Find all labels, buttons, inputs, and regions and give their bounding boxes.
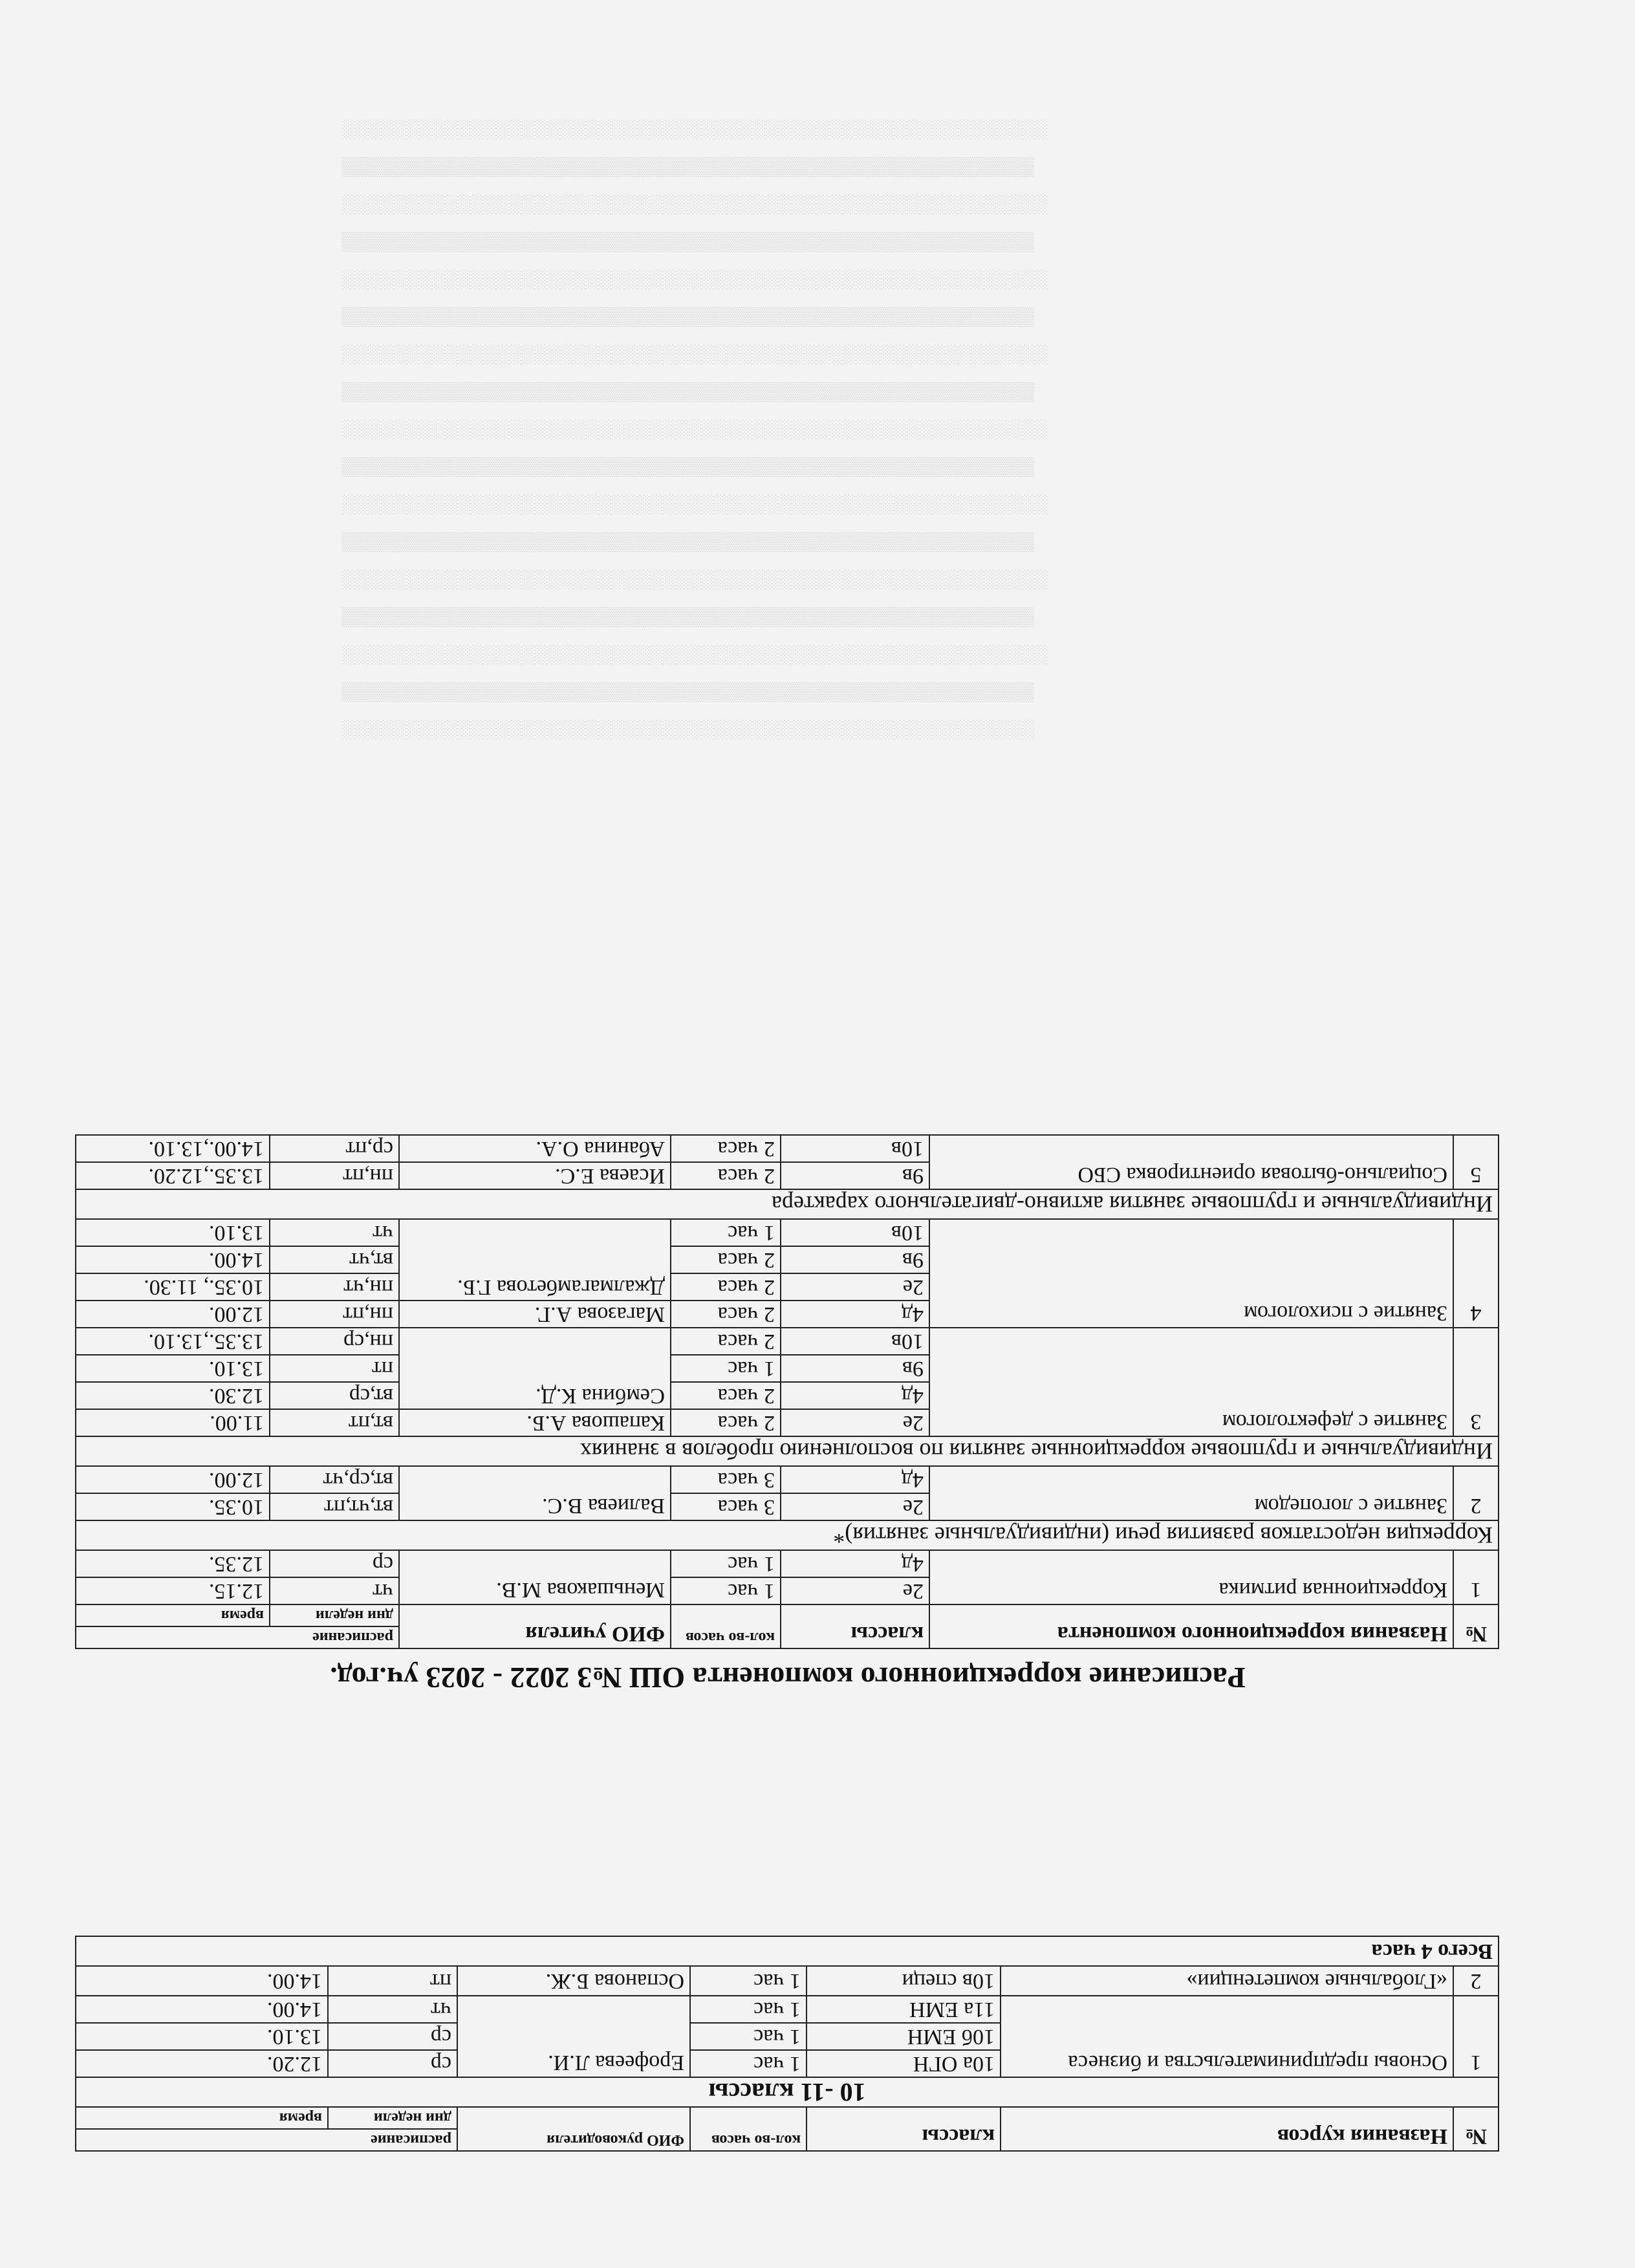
teacher-name: Исаева Е.С. [399, 1162, 671, 1189]
row-number: 2 [1453, 1966, 1499, 1996]
days-cell: вт,чт [270, 1246, 399, 1273]
class-cell: 10в [781, 1135, 929, 1162]
header-fio: ФИО учителя [399, 1604, 671, 1648]
header-course: Названия курсов [1001, 2107, 1453, 2151]
days-cell: пн,пт [270, 1162, 399, 1189]
hours-cell: 2 часа [671, 1246, 781, 1273]
teacher-name: Ерофеева Л.И. [457, 1996, 690, 2077]
courses-header-row [76, 2129, 1499, 2151]
row-number: 3 [1453, 1328, 1499, 1436]
days-cell: пт [328, 1966, 457, 1996]
time-cell: 13.10. [76, 1219, 270, 1246]
days-cell: вт,ср [270, 1382, 399, 1409]
time-cell: 12.30. [76, 1382, 270, 1409]
component-name: Занятие с дефектологом [929, 1328, 1453, 1436]
row-number: 5 [1453, 1135, 1499, 1189]
days-cell: ср [328, 2023, 457, 2050]
table-row [76, 1162, 1499, 1189]
class-cell: 10в специ [807, 1966, 1001, 1996]
time-cell: 13.10. [76, 2023, 328, 2050]
header-hours: кол-во часов [690, 2107, 807, 2151]
table-row [76, 1493, 1499, 1520]
teacher-name: Валиева В.С. [399, 1466, 671, 1520]
days-cell: вт,чт,пт [270, 1493, 399, 1520]
time-cell: 10.35., 11.30. [76, 1273, 270, 1301]
row-number: 4 [1453, 1219, 1499, 1328]
header-name: Названия коррекционного компонента [929, 1604, 1453, 1648]
class-cell: 9в [781, 1355, 929, 1382]
hours-cell: 3 часа [671, 1493, 781, 1520]
header-time: время [76, 1604, 270, 1626]
component-name: Социально-бытовая ориентировка СБО [929, 1135, 1453, 1189]
hours-cell: 3 часа [671, 1466, 781, 1493]
time-cell: 12.15. [76, 1577, 270, 1604]
time-cell: 12.00. [76, 1301, 270, 1328]
time-cell: 11.00. [76, 1409, 270, 1436]
total-row [76, 1936, 1499, 1966]
days-cell: чт [328, 1996, 457, 2023]
show-through-background: ░░░░░░░░░░░░░░░░░░░░░░░░░░░░░░░░░░░░░░░░░░░░░░░░░░░░░░ ▒▒▒▒▒▒▒▒▒▒▒▒▒▒▒▒▒▒▒▒▒▒▒▒▒▒▒▒▒▒▒▒▒▒▒▒▒▒▒▒▒▒▒▒▒▒▒▒▒▒▒▒▒▒ ░░░░░░░░░░░░░░░░░░░░░░░░░░░░░░░░░░░░░░░░░░░░░░░░░░░░░░░ ▒▒▒▒▒▒▒▒▒▒▒▒▒▒▒▒▒▒▒▒▒▒▒▒▒▒▒▒▒▒▒▒▒▒▒▒▒▒▒▒▒▒▒▒▒▒▒▒▒▒▒▒▒▒ ░░░░░░░░░░░░░░░░░░░░░░░░░░░░░░░░░░░░░░░░░░░░░░░░░░░░░░░ ▒▒▒▒▒▒▒▒▒▒▒▒▒▒▒▒▒▒▒▒▒▒▒▒▒▒▒▒▒▒▒▒▒▒▒▒▒▒▒▒▒▒▒▒▒▒▒▒▒▒▒▒▒▒ ░░░░░░░░░░░░░░░░░░░░░░░░░░░░░░░░░░░░░░░░░░░░░░░░░░░░░░░ ▒▒▒▒▒▒▒▒▒▒▒▒▒▒▒▒▒▒▒▒▒▒▒▒▒▒▒▒▒▒▒▒▒▒▒▒▒▒▒▒▒▒▒▒▒▒▒▒▒▒▒▒▒▒ ░░░░░░░░░░░░░░░░░░░░░░░░░░░░░░░░░░░░░░░░░░░░░░░░░░░░░░░ ▒▒▒▒▒▒▒▒▒▒▒▒▒▒▒▒▒▒▒▒▒▒▒▒▒▒▒▒▒▒▒▒▒▒▒▒▒▒▒▒▒▒▒▒▒▒▒▒▒▒▒▒▒▒ ░░░░░░░░░░░░░░░░░░░░░░░░░░░░░░░░░░░░░░░░░░░░░░░░░░░░░░░ ▒▒▒▒▒▒▒▒▒▒▒▒▒▒▒▒▒▒▒▒▒▒▒▒▒▒▒▒▒▒▒▒▒▒▒▒▒▒▒▒▒▒▒▒▒▒▒▒▒▒▒▒▒▒ ░░░░░░░░░░░░░░░░░░░░░░░░░░░░░░░░░░░░░░░░░░░░░░░░░░░░░░░ ▒▒▒▒▒▒▒▒▒▒▒▒▒▒▒▒▒▒▒▒▒▒▒▒▒▒▒▒▒▒▒▒▒▒▒▒▒▒▒▒▒▒▒▒▒▒▒▒▒▒▒▒▒▒ ░░░░░░░░░░░░░░░░░░░░░░░░░░░░░░░░░░░░░░░░░░░░░░░░░░░░░░░ ▒▒▒▒▒▒▒▒▒▒▒▒▒▒▒▒▒▒▒▒▒▒▒▒▒▒▒▒▒▒▒▒▒▒▒▒▒▒▒▒▒▒▒▒▒▒▒▒▒▒▒▒▒▒ ░░░░░░░░░░░░░░░░░░░░░░░░░░░░░░░░░░░░░░░░░░░░░░░░░░░░░░░ [341, 120, 1048, 740]
hours-cell: 2 часа [671, 1162, 781, 1189]
teacher-name: Капашова А.Б. [399, 1409, 671, 1436]
component-name: Занятие с психологом [929, 1219, 1453, 1328]
section-gaps: Индивидуальные и групповые коррекционные занятия по восполнению пробелов в знаниях [76, 1436, 1499, 1466]
days-cell: ср [328, 2050, 457, 2077]
courses-subtitle-row [76, 2077, 1499, 2107]
time-cell: 10.35. [76, 1493, 270, 1520]
table-row [76, 1966, 1499, 1996]
time-cell: 14.00. [76, 1966, 328, 1996]
class-cell: 2е [781, 1409, 929, 1436]
days-cell: пн,пт [270, 1301, 399, 1328]
days-cell: ср,пт [270, 1135, 399, 1162]
section-heading-row [76, 1436, 1499, 1466]
header-no: № [1453, 1604, 1499, 1648]
hours-cell: 2 часа [671, 1382, 781, 1409]
days-cell: чт [270, 1577, 399, 1604]
correction-table [75, 1134, 1499, 1649]
component-name: Коррекционная ритмика [929, 1550, 1453, 1604]
class-cell: 9в [781, 1246, 929, 1273]
table-row [76, 1409, 1499, 1436]
class-cell: 2е [781, 1577, 929, 1604]
class-cell: 2е [781, 1273, 929, 1301]
row-number: 2 [1453, 1466, 1499, 1520]
days-cell: чт [270, 1219, 399, 1246]
correction-header-row [76, 1626, 1499, 1648]
teacher-name: Сембина К.Д. [399, 1328, 671, 1409]
total-hours: Всего 4 часа [76, 1936, 1499, 1966]
header-schedule: расписание [76, 2129, 457, 2151]
hours-cell: 1 час [671, 1219, 781, 1246]
header-days: дни недели [328, 2107, 457, 2129]
section-heading-row [76, 1189, 1499, 1219]
class-cell: 4д [781, 1301, 929, 1328]
header-classes: классы [781, 1604, 929, 1648]
page-title: Расписание коррекционного компонента ОШ №3 2022 - 2023 уч.год. [330, 1661, 1246, 1694]
class-cell: 4д [781, 1550, 929, 1577]
days-cell: пн,ср [270, 1328, 399, 1355]
table-row [76, 2050, 1499, 2077]
days-cell: пн,чт [270, 1273, 399, 1301]
class-cell: 10в [781, 1328, 929, 1355]
header-days: дни недели [270, 1604, 399, 1626]
days-cell: вт,пт [270, 1409, 399, 1436]
hours-cell: 2 часа [671, 1409, 781, 1436]
hours-cell: 2 часа [671, 1273, 781, 1301]
table-row [76, 1301, 1499, 1328]
class-cell: 10а ОГН [807, 2050, 1001, 2077]
header-no: № [1453, 2107, 1499, 2151]
time-cell: 12.00. [76, 1466, 270, 1493]
hours-cell: 1 час [690, 2050, 807, 2077]
class-cell: 9в [781, 1162, 929, 1189]
header-time: время [76, 2107, 328, 2129]
header-classes: классы [807, 2107, 1001, 2151]
time-cell: 14.00. [76, 1996, 328, 2023]
time-cell: 14.00. [76, 1246, 270, 1273]
course-name: «Глобальные компетенции» [1001, 1966, 1453, 1996]
courses-section [76, 1936, 1499, 2152]
time-cell: 12.20. [76, 2050, 328, 2077]
hours-cell: 1 час [690, 1996, 807, 2023]
days-cell: ср [270, 1550, 399, 1577]
header-schedule: расписание [76, 1626, 399, 1648]
course-name: Основы предпринимательства и бизнеса [1001, 1996, 1453, 2077]
correction-section [76, 1134, 1499, 1696]
hours-cell: 1 час [690, 1966, 807, 1996]
courses-table [75, 1936, 1499, 2152]
days-cell: пт [270, 1355, 399, 1382]
class-cell: 10в [781, 1219, 929, 1246]
hours-cell: 1 час [671, 1577, 781, 1604]
class-cell: 4д [781, 1382, 929, 1409]
component-name: Занятие с логопедом [929, 1466, 1453, 1520]
class-cell: 4д [781, 1466, 929, 1493]
hours-cell: 1 час [671, 1550, 781, 1577]
section-activity: Индивидуальные и групповые занятия активно-двигательного характера [76, 1189, 1499, 1219]
class-cell: 10б ЕМН [807, 2023, 1001, 2050]
teacher-name: Абанина О.А. [399, 1135, 671, 1162]
teacher-name: Оспанова Б.Ж. [457, 1966, 690, 1996]
section-speech: Коррекция недостатков развития речи (индивидуальные занятия)* [76, 1520, 1499, 1550]
hours-cell: 2 часа [671, 1135, 781, 1162]
teacher-name: Меньшакова М.В. [399, 1550, 671, 1604]
hours-cell: 1 час [671, 1355, 781, 1382]
hours-cell: 2 часа [671, 1301, 781, 1328]
time-cell: 14.00.,13.10. [76, 1135, 270, 1162]
header-hours: кол-во часов [671, 1604, 781, 1648]
row-number: 1 [1453, 1996, 1499, 2077]
time-cell: 12.35. [76, 1550, 270, 1577]
section-heading-row [76, 1520, 1499, 1550]
header-fio: ФИО руководителя [457, 2107, 690, 2151]
hours-cell: 1 час [690, 2023, 807, 2050]
time-cell: 13.10. [76, 1355, 270, 1382]
days-cell: вт,ср,чт [270, 1466, 399, 1493]
table-row [76, 1577, 1499, 1604]
courses-subtitle: 10 -11 классы [76, 2077, 1499, 2107]
class-cell: 2е [781, 1493, 929, 1520]
hours-cell: 2 часа [671, 1328, 781, 1355]
time-cell: 13.35.,13.10. [76, 1328, 270, 1355]
teacher-name: Джалмагамбетова Г.Б. [399, 1219, 671, 1301]
class-cell: 11а ЕМН [807, 1996, 1001, 2023]
time-cell: 13.35.,12.20. [76, 1162, 270, 1189]
teacher-name: Магазова А.Г. [399, 1301, 671, 1328]
row-number: 1 [1453, 1550, 1499, 1604]
